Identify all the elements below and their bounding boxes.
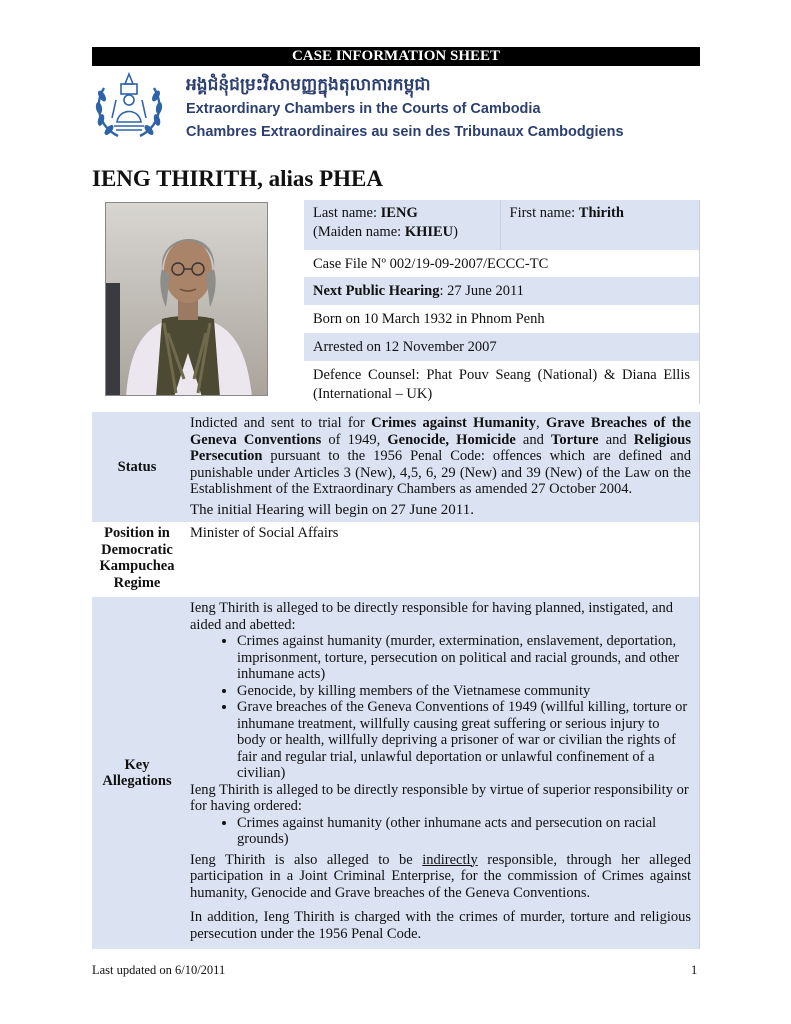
list-item: • Grave breaches of the Geneva Conventions of 1949 (willful killing, torture or inhumane treatment, willfully causing great suffering or serious injury to body or health, willfully depriving a prisoner of war or civilian the rights of fair and regular trial, unlawful deportation or unlawful confinement of a civilian) [237, 699, 691, 782]
status-text-part: pursuant to the 1956 Penal Code: offences which are defined and punishable under Articles 3 (New), 4,5, 6, 29 (New) and 39 (New) of the Law on the Establishment of the Extraordinary Chambers as amended 27 October 2004. [190, 448, 691, 497]
jce-text-part: responsible, through her alleged participation in a Joint Criminal Enterprise, for the commission of Crimes against humanity, Genocide and Grave breaches of the Geneva Conventions. [190, 851, 691, 901]
arrested-row [304, 333, 700, 361]
status-charge: Religious Persecution [190, 431, 691, 464]
last-name-label: Last name: [313, 205, 381, 221]
maiden-name-suffix: ) [453, 224, 458, 240]
position-label: Position in Democratic Kampuchea Regime [99, 525, 175, 591]
arrest-info: Arrested on 12 November 2007 [304, 333, 699, 361]
court-name-french: Chambres Extraordinaires au sein des Tribunaux Cambodgiens [186, 124, 624, 140]
case-details-table [92, 412, 700, 949]
status-text [190, 415, 691, 498]
next-hearing [304, 277, 699, 305]
status-text-part: and [515, 431, 552, 448]
position-row [92, 522, 700, 597]
first-name-label: First name: [509, 205, 579, 221]
maiden-name-prefix: (Maiden name: [313, 224, 405, 240]
court-name-khmer: អង្គជំនុំជម្រះវិសាមញ្ញក្នុងតុលាការកម្ពុជា [186, 75, 431, 95]
defence-counsel: Defence Counsel: Phat Pouv Seang (National) & Diana Ellis (International – UK) [304, 361, 699, 404]
page-title: IENG THIRITH, alias PHEA [92, 166, 383, 191]
next-hearing-row [304, 277, 700, 305]
maiden-name-value: KHIEU [404, 224, 454, 240]
allegations-label: Key Allegations [92, 597, 182, 949]
birth-info: Born on 10 March 1932 in Phnom Penh [304, 305, 699, 333]
case-file-row [304, 250, 700, 277]
born-row [304, 305, 700, 333]
direct-allegations-list [190, 633, 691, 782]
status-charge: Genocide, Homicide [387, 431, 516, 448]
name-row [304, 200, 700, 250]
status-charge: Grave Breaches of the Geneva Conventions [190, 415, 692, 448]
penal-code-charges: In addition, Ieng Thirith is charged with the crimes of murder, torture and religious persecution under the 1956 Penal Code. [190, 909, 691, 942]
eccc-emblem-logo [92, 70, 166, 142]
status-row [92, 412, 700, 522]
status-label: Status [92, 412, 182, 522]
sheet-title-bar: CASE INFORMATION SHEET [92, 47, 700, 66]
next-hearing-value: : 27 June 2011 [439, 283, 524, 299]
status-text-part: , [536, 415, 546, 431]
next-hearing-label: Next Public Hearing [313, 283, 440, 299]
last-name-cell [304, 200, 501, 250]
position-value: Minister of Social Affairs [182, 522, 700, 597]
first-name-cell [501, 200, 700, 250]
allegations-intro-direct: Ieng Thirith is alleged to be directly responsible for having planned, instigated, and aided and abetted: [190, 600, 673, 633]
allegations-row [92, 597, 700, 949]
status-text-part: Indicted and sent to trial for [190, 415, 372, 431]
jce-allegation [190, 852, 691, 902]
allegations-intro-superior: Ieng Thirith is alleged to be directly responsible by virtue of superior responsibility or for having ordered: [190, 781, 689, 814]
status-content [182, 412, 700, 522]
jce-underlined-word: indirectly [422, 851, 478, 868]
list-item: • Crimes against humanity (other inhumane acts and persecution on racial grounds) [237, 815, 691, 848]
list-item: • Crimes against humanity (murder, extermination, enslavement, deportation, imprisonment, torture, persecution on political and racial grounds, and other inhumane acts) [237, 633, 691, 683]
superior-allegations-list [190, 815, 691, 848]
last-name-value: IENG [380, 205, 418, 221]
status-charge: Crimes against Humanity [371, 415, 537, 431]
case-file-number: Case File Nº 002/19-09-2007/ECCC-TC [304, 250, 699, 277]
list-item: • Genocide, by killing members of the Vietnamese community [237, 683, 691, 700]
accused-photo [105, 202, 268, 396]
status-text-part: and [598, 431, 634, 448]
last-updated: Last updated on 6/10/2011 [92, 963, 226, 977]
allegations-content [182, 597, 700, 949]
initial-hearing-note: The initial Hearing will begin on 27 June 2011. [190, 501, 474, 518]
defence-row [304, 361, 700, 404]
status-text-part: of 1949, [321, 431, 388, 448]
personal-info-grid [304, 200, 700, 404]
first-name-value: Thirith [578, 205, 624, 221]
status-charge: Torture [551, 431, 599, 448]
jce-text-part: Ieng Thirith is also alleged to be [190, 851, 423, 868]
page-number: 1 [691, 963, 698, 977]
court-name-english: Extraordinary Chambers in the Courts of Cambodia [186, 101, 541, 117]
